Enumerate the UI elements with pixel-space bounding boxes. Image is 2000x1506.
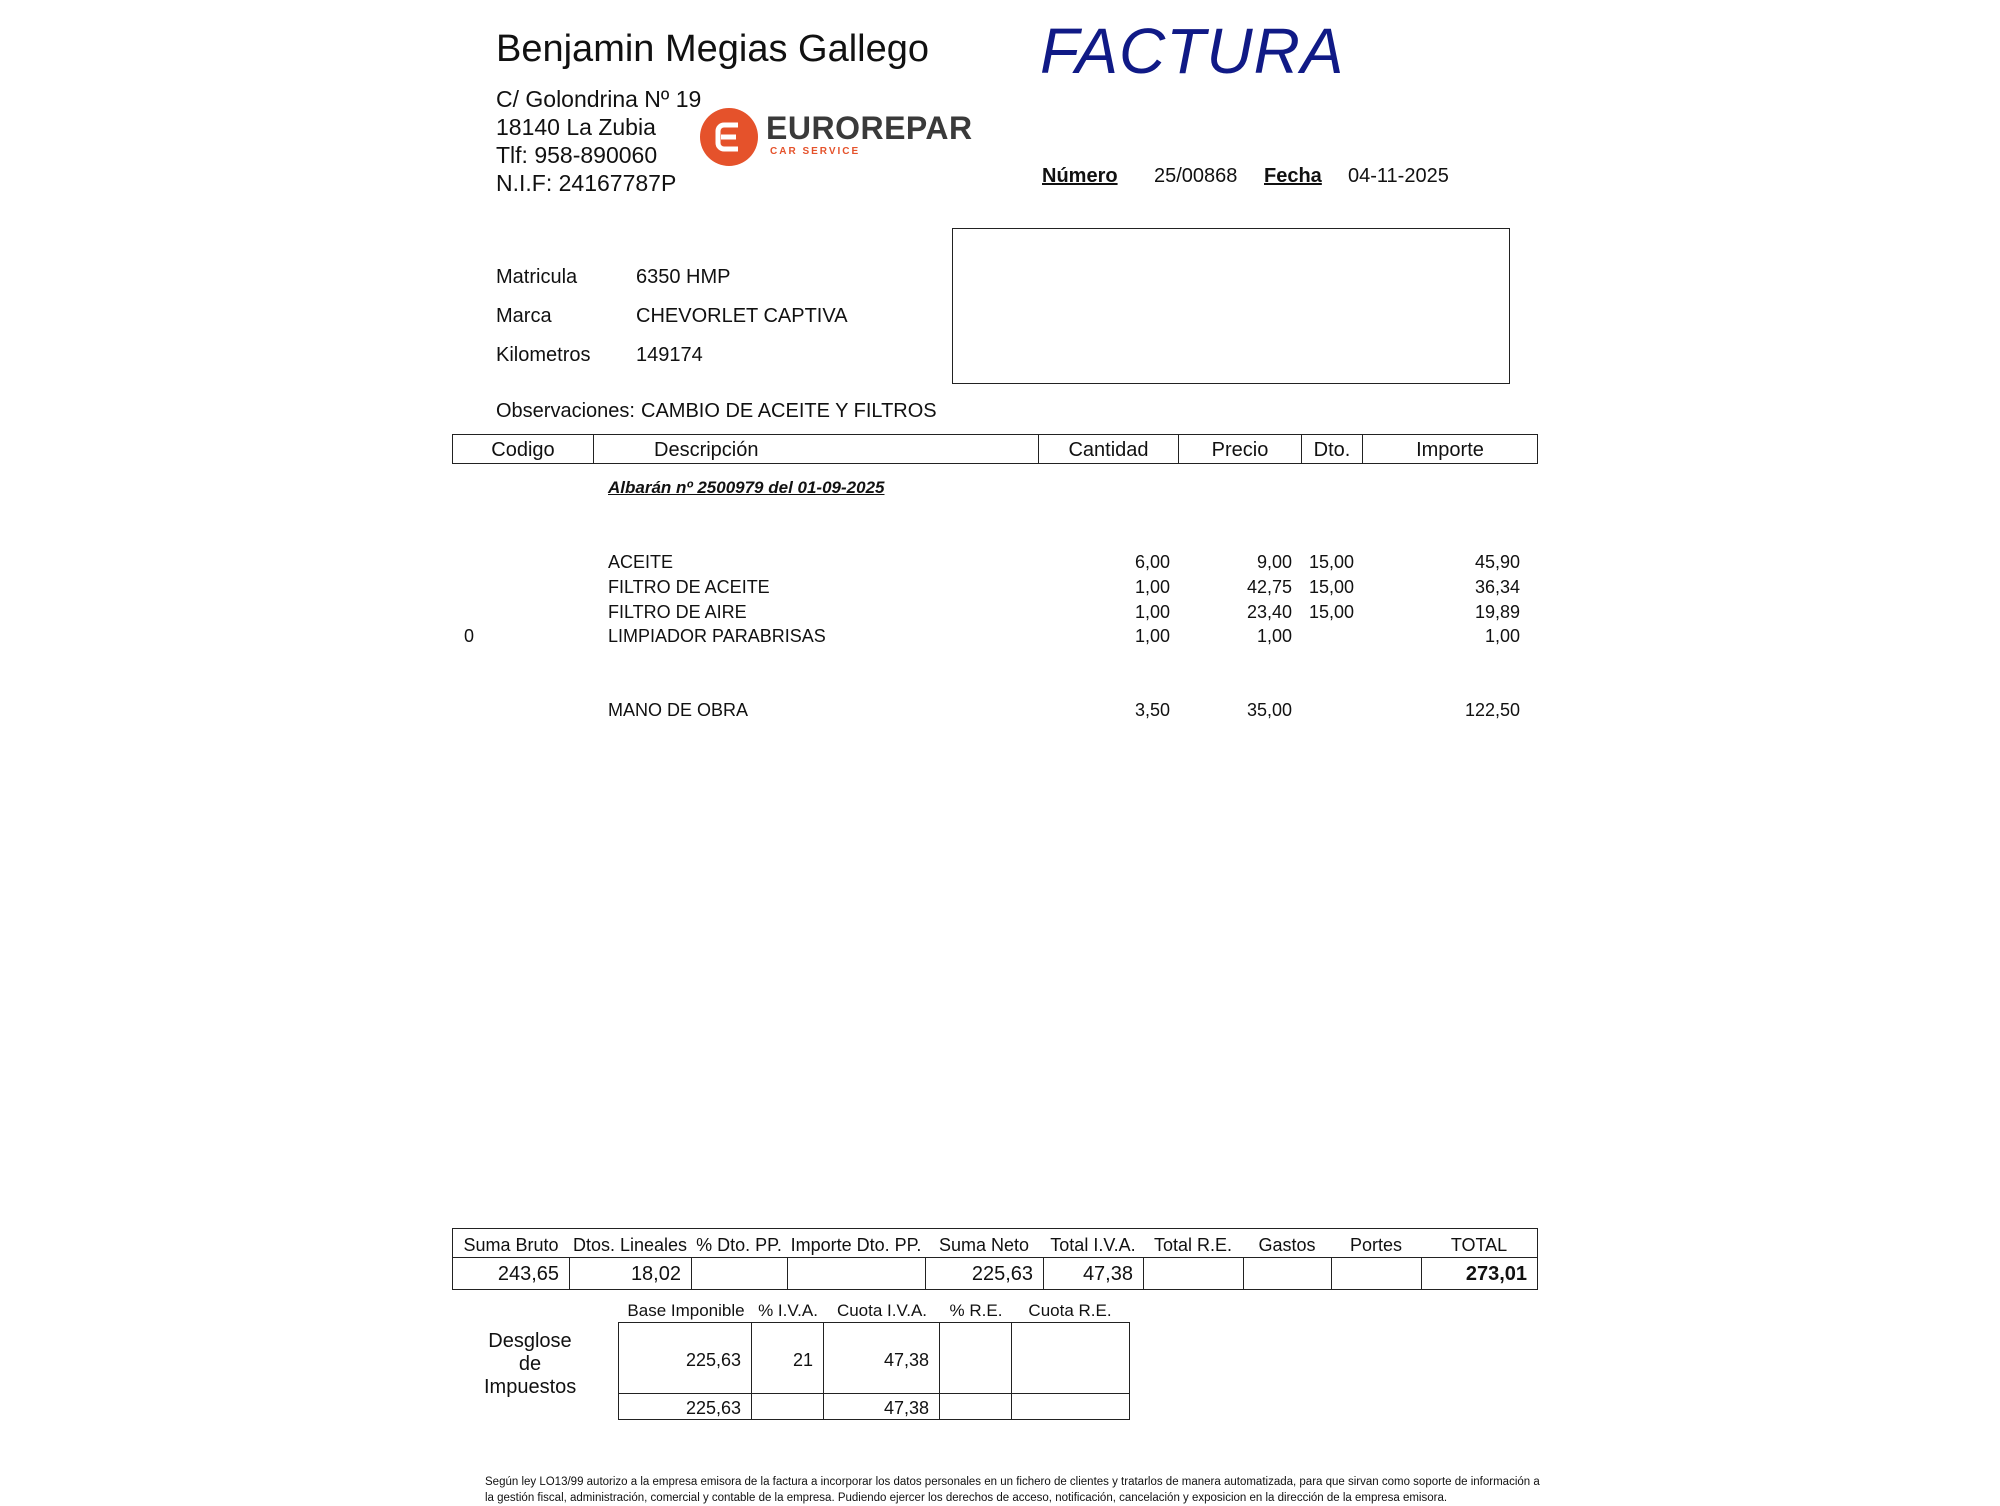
document-title: FACTURA	[1040, 15, 1345, 87]
line-precio: 23,40	[1246, 602, 1292, 622]
totals-header: Suma Bruto	[463, 1235, 559, 1255]
line-description: LIMPIADOR PARABRISAS	[608, 626, 826, 646]
line-dto: 15,00	[1308, 577, 1354, 597]
company-nif: N.I.F: 24167787P	[496, 170, 677, 196]
line-precio: 35,00	[1246, 700, 1292, 720]
marca-value: CHEVORLET CAPTIVA	[636, 305, 848, 327]
total-value: 273,01	[1421, 1257, 1537, 1289]
matricula-label: Matricula	[496, 266, 578, 288]
kilometros-value: 149174	[636, 344, 703, 366]
line-dto: 15,00	[1308, 602, 1354, 622]
totals-header: Importe Dto. PP.	[790, 1235, 922, 1255]
tax-header: % R.E.	[949, 1301, 1003, 1320]
total-iva-value: 47,38	[1043, 1257, 1143, 1289]
line-cantidad: 1,00	[1134, 577, 1170, 597]
totals-header: Portes	[1349, 1235, 1403, 1255]
totals-table	[452, 1228, 1538, 1290]
line-importe: 122,50	[1464, 700, 1520, 720]
line-cantidad: 1,00	[1134, 626, 1170, 646]
observaciones-label: Observaciones:	[496, 400, 635, 422]
tax-header: Base Imponible	[627, 1301, 745, 1320]
line-dto: 15,00	[1308, 552, 1354, 572]
numero-label: Número	[1042, 165, 1118, 187]
totals-header: Gastos	[1258, 1235, 1316, 1255]
total-re-value	[1143, 1257, 1243, 1289]
base-imponible-value: 225,63	[685, 1350, 741, 1370]
header-precio: Precio	[1178, 435, 1301, 463]
company-city: 18140 La Zubia	[496, 114, 656, 140]
numero-value: 25/00868	[1154, 165, 1238, 187]
header-codigo: Codigo	[491, 439, 555, 461]
re-percent-total	[939, 1393, 1011, 1419]
iva-percent-value: 21	[751, 1323, 823, 1393]
line-importe: 45,90	[1474, 552, 1520, 572]
line-cantidad: 1,00	[1134, 602, 1170, 622]
line-codigo: 0	[464, 626, 475, 646]
fecha-value: 04-11-2025	[1348, 165, 1449, 187]
header-dto: Dto.	[1301, 435, 1362, 463]
matricula-value: 6350 HMP	[636, 266, 731, 288]
dto-pp-value	[691, 1257, 787, 1289]
totals-header: Suma Neto	[938, 1235, 1030, 1255]
totals-header: Total R.E.	[1153, 1235, 1233, 1255]
tax-table	[618, 1322, 1130, 1420]
line-precio: 9,00	[1256, 552, 1292, 572]
tax-header: Cuota I.V.A.	[836, 1301, 928, 1320]
line-cantidad: 3,50	[1134, 700, 1170, 720]
re-percent-value	[939, 1323, 1011, 1393]
marca-label: Marca	[496, 305, 552, 327]
lines-table-header	[452, 434, 1538, 464]
observaciones-value: CAMBIO DE ACEITE Y FILTROS	[641, 400, 937, 422]
portes-value	[1331, 1257, 1421, 1289]
tax-header: % I.V.A.	[758, 1301, 818, 1320]
line-description: MANO DE OBRA	[608, 700, 749, 720]
totals-header: % Dto. PP.	[696, 1235, 782, 1255]
tax-header: Cuota R.E.	[1028, 1301, 1112, 1320]
gastos-value	[1243, 1257, 1331, 1289]
cuota-re-total	[1011, 1393, 1129, 1419]
legal-notice: Según ley LO13/99 autorizo a la empresa emisora de la factura a incorporar los datos personales en un fichero de clientes y tratarlos de manera automatizada, para que sirvan como soporte de información a la gestión fiscal, administración, comercial y contable de la empresa. Pudiendo ejercer los derechos de acceso, notificación, cancelación y exposicion en la dirección de la empresa emisora.	[485, 1476, 1540, 1504]
line-importe: 19,89	[1474, 602, 1520, 622]
header-importe: Importe	[1362, 435, 1537, 463]
importe-dto-pp-value	[787, 1257, 925, 1289]
base-imponible-total: 225,63	[619, 1393, 751, 1419]
cuota-re-value	[1011, 1323, 1129, 1393]
line-cantidad: 6,00	[1134, 552, 1170, 572]
cuota-iva-value: 47,38	[823, 1323, 939, 1393]
cuota-iva-total: 47,38	[823, 1393, 939, 1419]
albaran-reference: Albarán nº 2500979 del 01-09-2025	[608, 478, 885, 497]
dtos-lineales-value: 18,02	[569, 1257, 691, 1289]
company-phone: Tlf: 958-890060	[496, 142, 658, 168]
kilometros-label: Kilometros	[496, 344, 591, 366]
line-description: FILTRO DE AIRE	[608, 602, 747, 622]
fecha-label: Fecha	[1264, 165, 1322, 187]
totals-header: Dtos. Lineales	[572, 1235, 688, 1255]
totals-header: TOTAL	[1450, 1235, 1508, 1255]
logo-name: EUROREPAR	[766, 110, 973, 146]
company-name: Benjamin Megias Gallego	[496, 28, 930, 70]
header-cantidad: Cantidad	[1038, 435, 1178, 463]
line-description: ACEITE	[608, 552, 674, 572]
header-descripcion: Descripción	[593, 435, 1038, 463]
suma-neto-value: 225,63	[925, 1257, 1043, 1289]
eurorepar-logo-icon	[700, 108, 758, 166]
suma-bruto-value: 243,65	[453, 1257, 569, 1289]
company-address: C/ Golondrina Nº 19	[496, 86, 702, 112]
iva-percent-total	[751, 1393, 823, 1419]
client-box	[952, 228, 1510, 384]
totals-header: Total I.V.A.	[1050, 1235, 1136, 1255]
logo-tagline: CAR SERVICE	[770, 146, 861, 157]
line-importe: 1,00	[1484, 626, 1520, 646]
line-precio: 1,00	[1256, 626, 1292, 646]
line-importe: 36,34	[1474, 577, 1520, 597]
line-description: FILTRO DE ACEITE	[608, 577, 770, 597]
desglose-title: Desglose de Impuestos	[484, 1330, 577, 1398]
line-precio: 42,75	[1246, 577, 1292, 597]
